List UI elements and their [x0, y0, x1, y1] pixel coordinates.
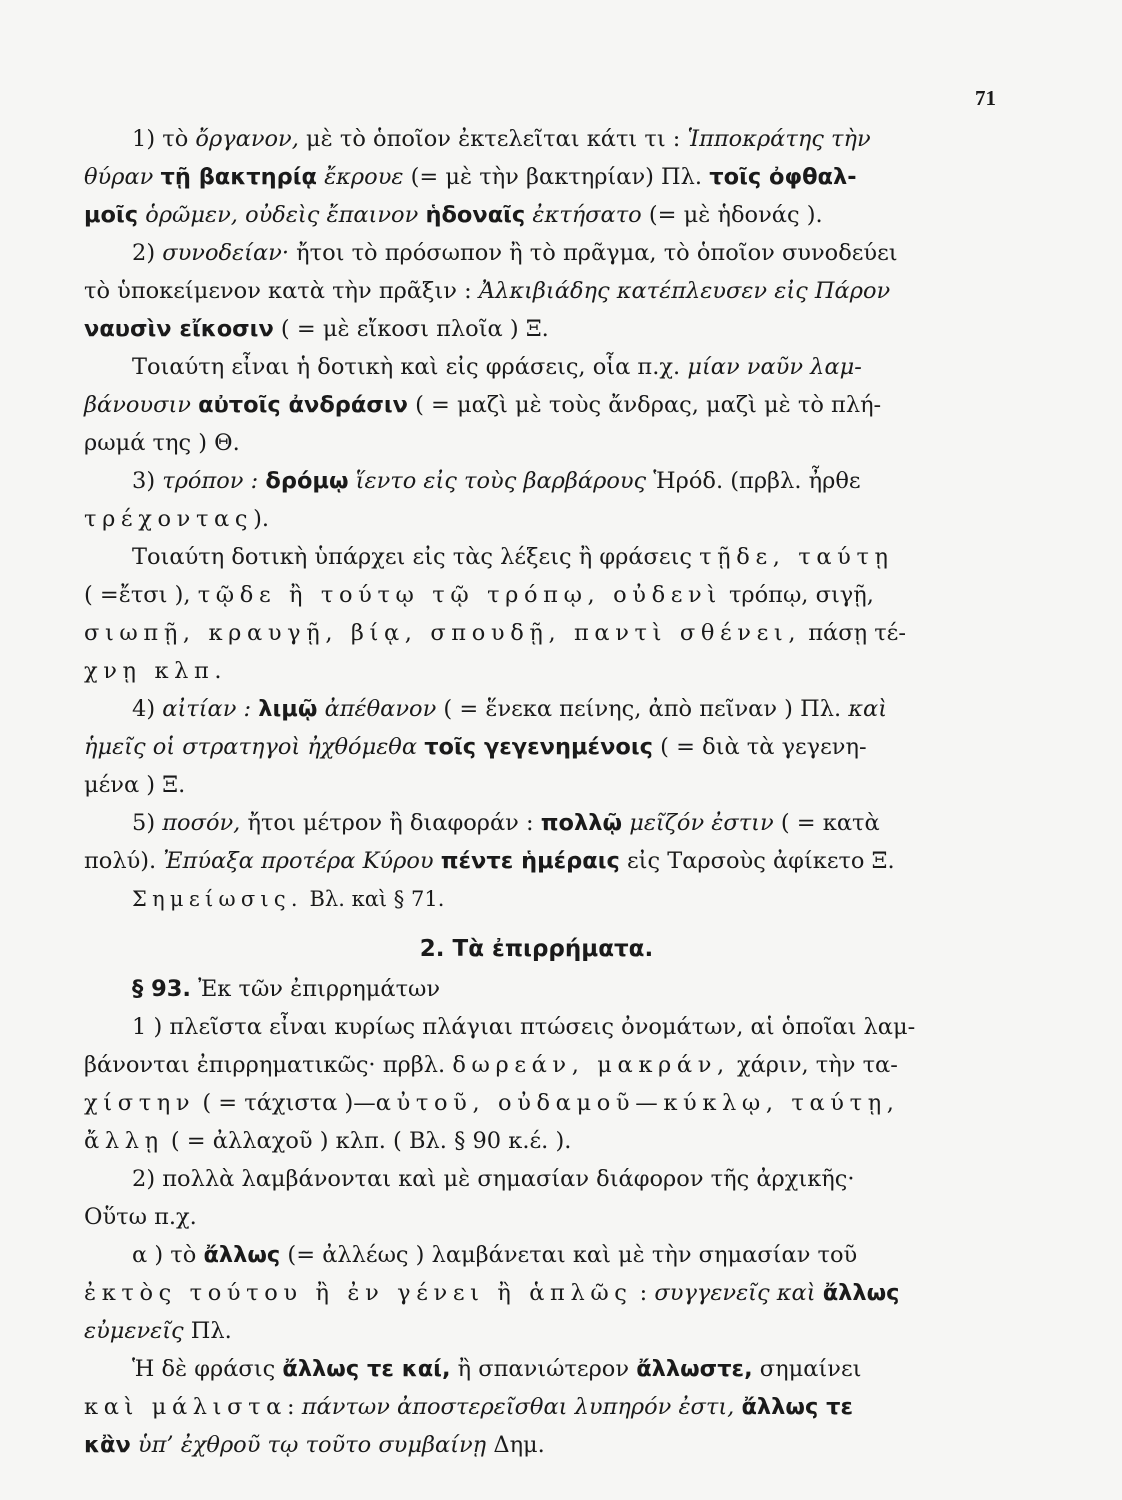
text-line: Τοιαύτη εἶναι ἡ δοτικὴ καὶ εἰς φράσεις, οἷα π.χ. μίαν ναῦν λαμ-: [132, 354, 862, 380]
text-line: πολύ). Ἐπύαξα προτέρα Κύρου πέντε ἡμέραις εἰς Ταρσοὺς ἀφίκετο Ξ.: [84, 848, 895, 874]
text-line: χνῃ κλπ.: [84, 658, 228, 684]
text-line: 5) ποσόν, ἤτοι μέτρον ἢ διαφοράν : πολλῷ μεῖζόν ἐστιν ( = κατὰ: [132, 810, 880, 836]
text-line: καὶ μάλιστα: πάντων ἀποστερεῖσθαι λυπηρόν ἐστι, ἄλλως τε: [84, 1394, 854, 1420]
text-line: ἐκτὸς τούτου ἢ ἐν γένει ἢ ἁπλῶς : συγγενεῖς καὶ ἄλλως: [84, 1280, 900, 1306]
text-line: Ἡ δὲ φράσις ἄλλως τε καί, ἢ σπανιώτερον ἄλλωστε, σημαίνει: [132, 1356, 862, 1382]
document-body: [84, 120, 989, 1464]
text-line: σιωπῇ, κραυγῇ, βίᾳ, σπουδῇ, παντὶ σθένει, πάσῃ τέ-: [84, 620, 906, 646]
text-line: μένα ) Ξ.: [84, 772, 186, 798]
text-line: Οὕτω π.χ.: [84, 1204, 197, 1230]
text-line: θύραν τῇ βακτηρίᾳ ἔκρουε (= μὲ τὴν βακτηρίαν) Πλ. τοῖς ὀφθαλ-: [84, 164, 857, 190]
text-line: βάνουσιν αὐτοῖς ἀνδράσιν ( = μαζὶ μὲ τοὺς ἄνδρας, μαζὶ μὲ τὸ πλή-: [84, 392, 882, 418]
text-line: χίστην ( = τάχιστα )—αὐτοῦ, οὐδαμοῦ—κύκλῳ, ταύτῃ,: [84, 1090, 900, 1116]
text-line: α ) τὸ ἄλλως (= ἀλλέως ) λαμβάνεται καὶ μὲ τὴν σημασίαν τοῦ: [132, 1242, 858, 1268]
text-line: 1) τὸ ὄργανον, μὲ τὸ ὁποῖον ἐκτελεῖται κάτι τι : Ἱπποκράτης τὴν: [132, 126, 871, 152]
text-line: 4) αἰτίαν : λιμῷ ἀπέθανον ( = ἕνεκα πείνης, ἀπὸ πεῖναν ) Πλ. καὶ: [132, 696, 888, 722]
text-line: 3) τρόπον : δρόμῳ ἵεντο εἰς τοὺς βαρβάρους Ἡρόδ. (πρβλ. ἦρθε: [132, 468, 861, 494]
text-line: τὸ ὑποκείμενον κατὰ τὴν πρᾶξιν : Ἀλκιβιάδης κατέπλευσεν εἰς Πάρον: [84, 278, 891, 304]
text-line: μοῖς ὁρῶμεν, οὐδεὶς ἔπαινον ἡδοναῖς ἐκτήσατο (= μὲ ἡδονάς ).: [84, 202, 823, 228]
section-heading: 2. Τὰ ἐπιρρήματα.: [419, 936, 654, 962]
paragraph-header: § 93. Ἐκ τῶν ἐπιρρημάτων: [132, 976, 441, 1002]
text-line: ρωμά της ) Θ.: [84, 430, 240, 456]
text-line: βάνονται ἐπιρρηματικῶς· πρβλ. δωρεάν, μακράν, χάριν, τὴν τα-: [84, 1052, 898, 1078]
text-line: ναυσὶν εἴκοσιν ( = μὲ εἴκοσι πλοῖα ) Ξ.: [84, 316, 549, 342]
note-line: Σημείωσις. Βλ. καὶ § 71.: [132, 887, 445, 911]
text-line: κἂν ὑπ’ ἐχθροῦ τῳ τοῦτο συμβαίνῃ Δημ.: [84, 1432, 545, 1458]
text-line: Τοιαύτη δοτικὴ ὑπάρχει εἰς τὰς λέξεις ἢ φράσεις τῇδε, ταύτῃ: [132, 544, 894, 570]
text-line: 2) συνοδείαν· ἤτοι τὸ πρόσωπον ἢ τὸ πρᾶγμα, τὸ ὁποῖον συνοδεύει: [132, 240, 898, 266]
paragraph-sign: § 93.: [132, 976, 191, 1002]
text-line: εὐμενεῖς Πλ.: [84, 1318, 232, 1344]
text-line: ἡμεῖς οἱ στρατηγοὶ ἠχθόμεθα τοῖς γεγενημένοις ( = διὰ τὰ γεγενη-: [84, 734, 867, 760]
page-number: 71: [975, 86, 996, 110]
text-line: 2) πολλὰ λαμβάνονται καὶ μὲ σημασίαν διάφορον τῆς ἀρχικῆς·: [132, 1166, 855, 1192]
text-line: ἄλλῃ ( = ἀλλαχοῦ ) κλπ. ( Βλ. § 90 κ.έ. ).: [84, 1128, 572, 1154]
text-line: ( =ἔτσι ), τῷδε ἢ τούτῳ τῷ τρόπῳ, οὐδενὶ τρόπῳ, σιγῇ,: [84, 582, 874, 608]
text-line: 1 ) πλεῖστα εἶναι κυρίως πλάγιαι πτώσεις ὀνομάτων, αἱ ὁποῖαι λαμ-: [132, 1014, 916, 1040]
text-line: τρέχοντας).: [84, 506, 269, 532]
